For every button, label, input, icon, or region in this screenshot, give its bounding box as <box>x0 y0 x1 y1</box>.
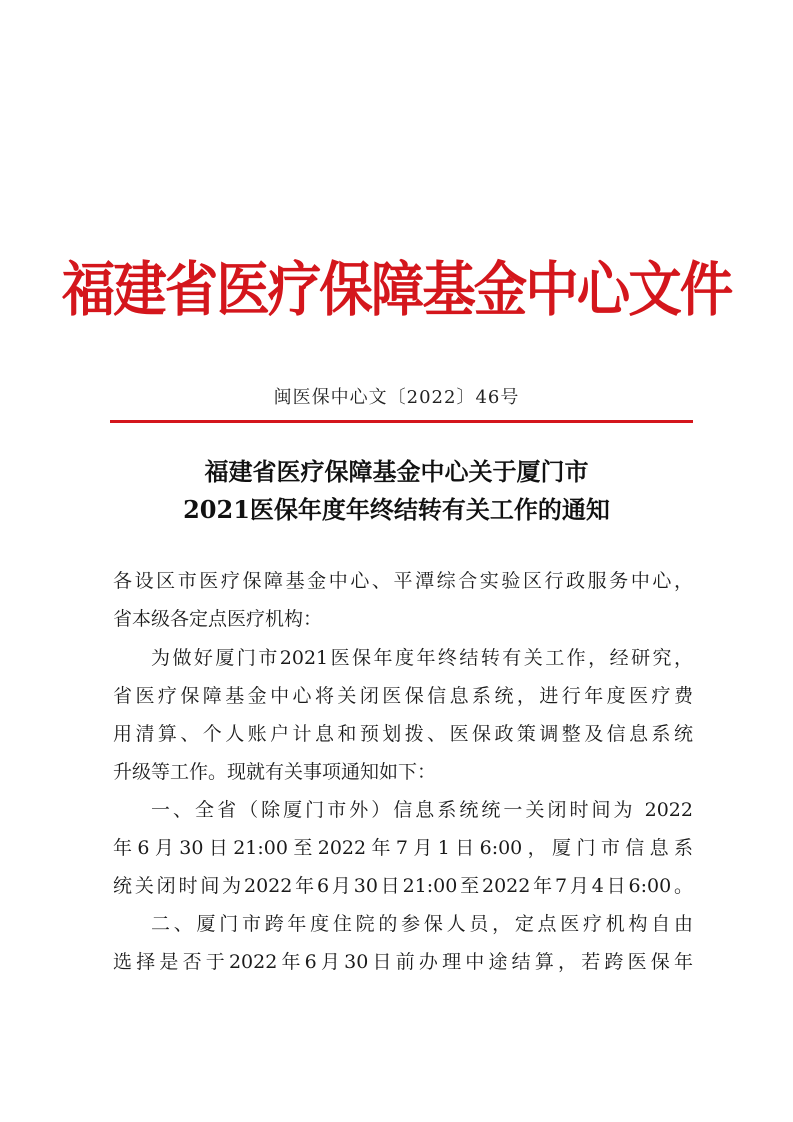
addressee-line-1: 各设区市医疗保障基金中心、平潭综合实验区行政服务中心， <box>113 570 693 592</box>
body-paragraph-line: 统关闭时间为2022年6月30日21:00至2022年7月4日6:00。 <box>113 875 693 897</box>
notice-title-line-1: 福建省医疗保障基金中心关于厦门市 <box>204 457 589 486</box>
document-number: 闽医保中心文〔2022〕46号 <box>273 387 520 408</box>
body-paragraph-line: 一、全省（除厦门市外）信息系统统一关闭时间为 2022 <box>151 799 693 821</box>
body-paragraph-line: 为做好厦门市2021医保年度年终结转有关工作，经研究， <box>151 647 693 669</box>
body-paragraph-line: 选择是否于2022年6月30日前办理中途结算，若跨医保年 <box>113 951 693 973</box>
notice-title-line-2: 2021医保年度年终结转有关工作的通知 <box>183 495 610 524</box>
body-paragraph-line: 用清算、个人账户计息和预划拨、医保政策调整及信息系统 <box>113 723 693 745</box>
body-paragraph-line: 升级等工作。现就有关事项通知如下： <box>113 761 437 783</box>
document-header-title: 福建省医疗保障基金中心文件 <box>61 254 732 325</box>
body-paragraph-line: 年6月30日21:00至2022年7月1日6:00，厦门市信息系 <box>113 837 693 859</box>
addressee-line-2: 省本级各定点医疗机构： <box>113 608 323 630</box>
body-paragraph-line: 省医疗保障基金中心将关闭医保信息系统，进行年度医疗费 <box>113 685 693 707</box>
header-divider <box>110 420 693 423</box>
body-paragraph-line: 二、厦门市跨年度住院的参保人员，定点医疗机构自由 <box>151 913 693 935</box>
